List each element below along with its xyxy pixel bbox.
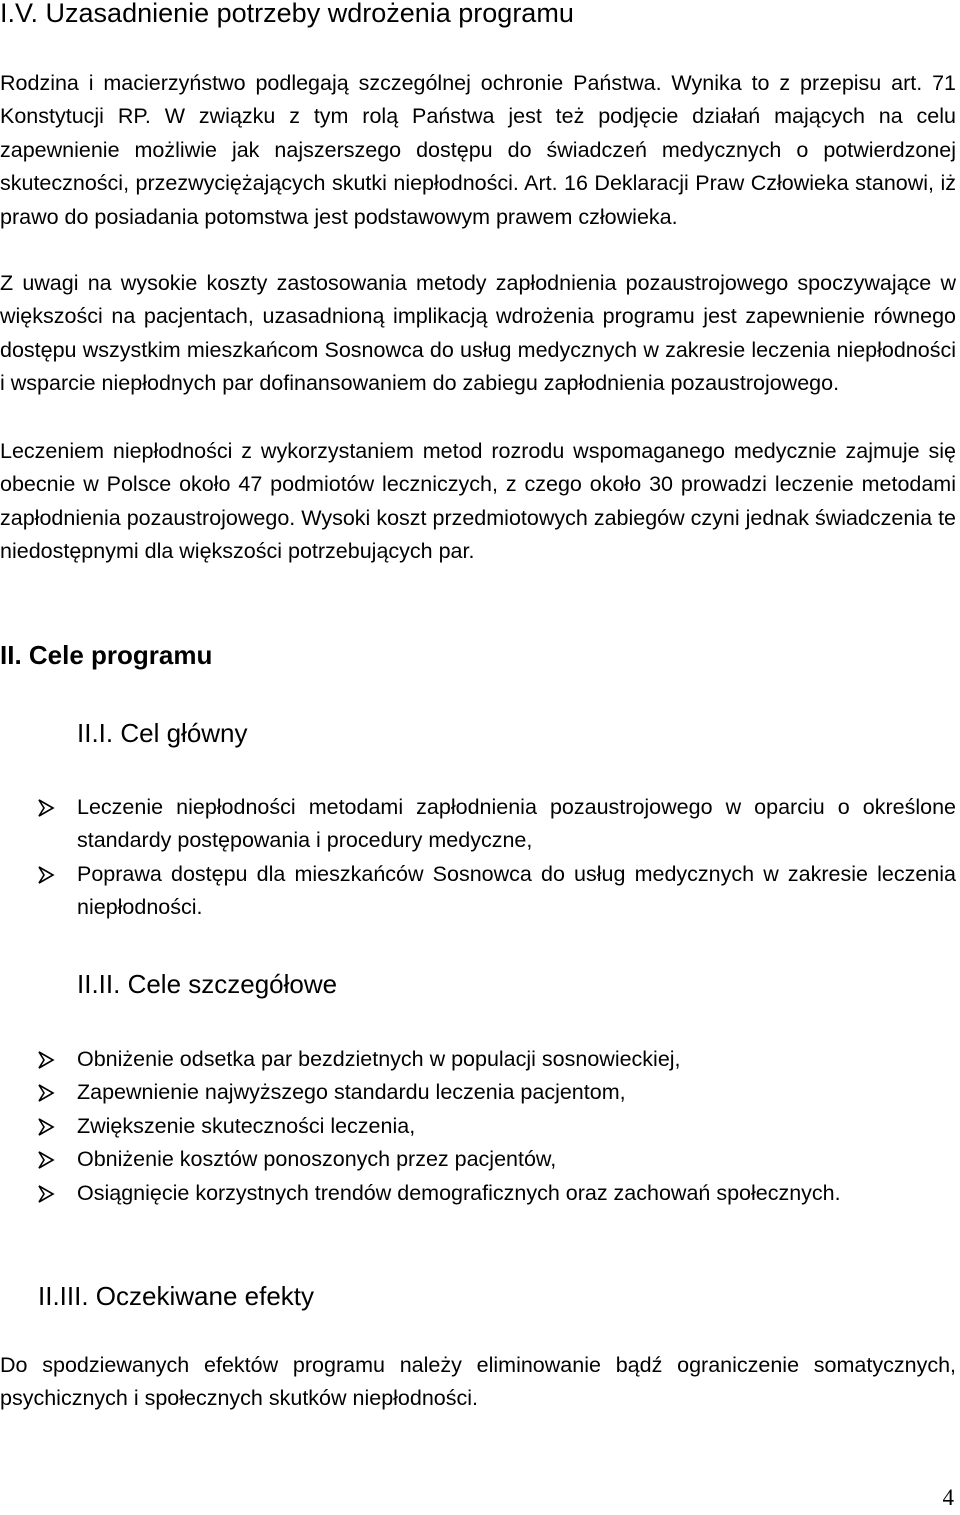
goals-heading: II. Cele programu bbox=[0, 640, 213, 670]
section-heading: I.V. Uzasadnienie potrzeby wdrożenia programu bbox=[0, 0, 574, 28]
arrowhead-bullet-icon bbox=[36, 1150, 56, 1170]
arrowhead-bullet-icon bbox=[36, 798, 56, 818]
list-item bbox=[0, 1177, 956, 1210]
list-item bbox=[0, 791, 956, 858]
list-item-text: Zwiększenie skuteczności leczenia, bbox=[77, 1113, 416, 1138]
list-item-text: Obniżenie odsetka par bezdzietnych w populacji sosnowieckiej, bbox=[77, 1047, 681, 1071]
list-item-text: Osiągnięcie korzystnych trendów demograficznych oraz zachowań społecznych. bbox=[77, 1180, 841, 1205]
list-item bbox=[0, 1143, 956, 1176]
paragraph-legal-basis: Rodzina i macierzyństwo podlegają szczególnej ochronie Państwa. Wynika to z przepisu art. 71 Konstytucji RP. W związku z tym rolą Państwa jest też podjęcie działań mających na celu zapewnienie możliwie jak najszerszego dostępu do świadczeń medycznych o potwierdzonej skuteczności, przezwyciężających skutki niepłodności. Art. 16 Deklaracji Praw Człowieka stanowi, iż prawo do posiadania potomstwa jest podstawowym prawem człowieka. bbox=[0, 71, 956, 229]
list-item-text: Leczenie niepłodności metodami zapłodnienia pozaustrojowego w oparciu o określone standardy postępowania i procedury medyczne, bbox=[77, 795, 956, 853]
expected-effects-heading: II.III. Oczekiwane efekty bbox=[38, 1281, 314, 1311]
paragraph-providers: Leczeniem niepłodności z wykorzystaniem metod rozrodu wspomaganego medycznie zajmuje się obecnie w Polsce około 47 podmiotów leczniczych, z czego około 30 prowadzi leczenie metodami zapłodnienia pozaustrojowego. Wysoki koszt przedmiotowych zabiegów czyni jednak świadczenia te niedostępnymi dla większości potrzebujących par. bbox=[0, 439, 956, 564]
arrowhead-bullet-icon bbox=[36, 1050, 56, 1070]
list-item-text: Zapewnienie najwyższego standardu leczenia pacjentom, bbox=[77, 1080, 626, 1105]
list-item bbox=[0, 1076, 956, 1109]
list-item-text: Poprawa dostępu dla mieszkańców Sosnowca do usług medycznych w zakresie leczenia niepłodności. bbox=[77, 861, 956, 920]
list-item bbox=[0, 858, 956, 925]
arrowhead-bullet-icon bbox=[36, 865, 56, 885]
paragraph-expected-effects: Do spodziewanych efektów programu należy eliminowanie bądź ograniczenie somatycznych, psychicznych i społecznych skutków niepłodności. bbox=[0, 1353, 956, 1411]
specific-goals-heading: II.II. Cele szczegółowe bbox=[77, 969, 338, 999]
arrowhead-bullet-icon bbox=[36, 1184, 56, 1204]
main-goal-heading: II.I. Cel główny bbox=[77, 718, 248, 748]
page-number: 4 bbox=[942, 1485, 954, 1510]
paragraph-cost-rationale: Z uwagi na wysokie koszty zastosowania metody zapłodnienia pozaustrojowego spoczywające w większości na pacjentach, uzasadnioną implikacją wdrożenia programu jest zapewnienie równego dostępu wszystkim mieszkańcom Sosnowca do usług medycznych w zakresie leczenia niepłodności i wsparcie niepłodnych par dofinansowaniem do zabiegu zapłodnienia pozaustrojowego. bbox=[0, 271, 956, 396]
arrowhead-bullet-icon bbox=[36, 1083, 56, 1103]
specific-goals-list bbox=[0, 1043, 956, 1210]
main-goal-list bbox=[0, 791, 956, 925]
arrowhead-bullet-icon bbox=[36, 1117, 56, 1137]
list-item-text: Obniżenie kosztów ponoszonych przez pacjentów, bbox=[77, 1147, 557, 1172]
list-item bbox=[0, 1043, 956, 1076]
list-item bbox=[0, 1110, 956, 1143]
